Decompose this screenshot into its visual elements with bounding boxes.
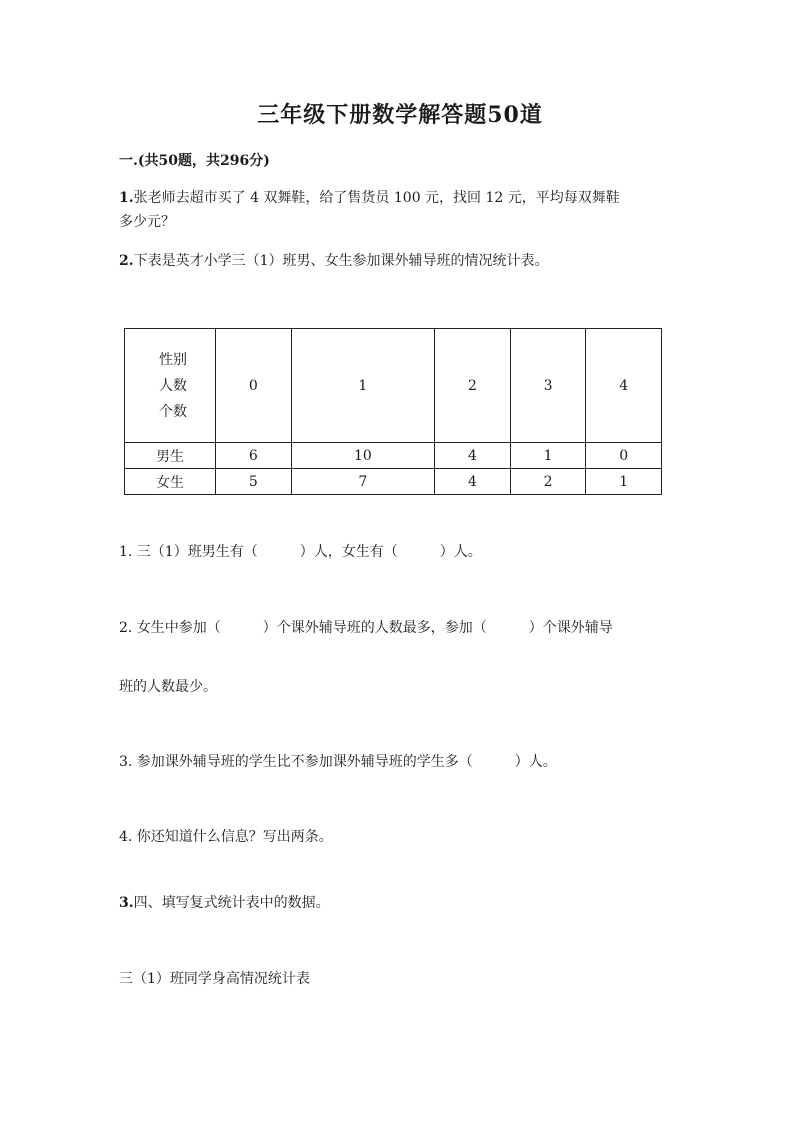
corner-label: 人数 [159,377,187,394]
question-2-number: 2. [119,253,134,269]
sub-question-3: 3. 参加课外辅导班的学生比不参加课外辅导班的学生多（ ）人。 [119,754,557,770]
table-corner-cell [125,329,216,443]
table-cell: 10 [291,443,435,469]
table-header-cell: 2 [435,329,511,443]
question-3-number: 3. [119,895,134,911]
table-cell: 0 [586,443,662,469]
table-caption: 三（1）班同学身高情况统计表 [119,971,310,987]
corner-label: 个数 [159,403,187,420]
question-1-text: 张老师去超市买了 4 双舞鞋，给了售货员 100 元，找回 12 元，平均每双舞鞋 [133,190,620,206]
document-title: 三年级下册数学解答题50道 [257,102,543,128]
corner-label: 性别 [159,351,187,368]
table-cell: 4 [435,443,511,469]
table-cell: 1 [586,469,662,495]
table-row [125,443,662,469]
table-header-row [125,329,662,443]
table-row [125,469,662,495]
statistics-table [124,328,662,495]
question-1-line-1 [119,187,620,207]
table-header-cell: 0 [216,329,292,443]
table-header-cell: 4 [586,329,662,443]
question-1-number: 1. [119,190,134,206]
question-1-line-2: 多少元？ [119,214,175,230]
table-cell: 6 [216,443,292,469]
table-cell: 1 [510,443,586,469]
question-3-text: 四、填写复式统计表中的数据。 [133,895,330,911]
table-cell: 2 [510,469,586,495]
sub-question-2-line-1: 2. 女生中参加（ ）个课外辅导班的人数最多，参加（ ）个课外辅导 [119,620,613,636]
sub-question-1: 1. 三（1）班男生有（ ）人，女生有（ ）人。 [119,544,482,560]
sub-question-4: 4. 你还知道什么信息？写出两条。 [119,829,333,845]
section-heading: 一.(共50题，共296分) [119,153,270,169]
sub-question-2-line-2: 班的人数最少。 [119,679,217,695]
table-header-cell: 3 [510,329,586,443]
table-cell: 7 [291,469,435,495]
question-3-line [119,892,330,912]
table-header-cell: 1 [291,329,435,443]
row-label: 女生 [125,469,216,495]
table-cell: 4 [435,469,511,495]
row-label: 男生 [125,443,216,469]
question-2-line [119,250,549,270]
question-2-text: 下表是英才小学三（1）班男、女生参加课外辅导班的情况统计表。 [133,253,549,269]
table-cell: 5 [216,469,292,495]
